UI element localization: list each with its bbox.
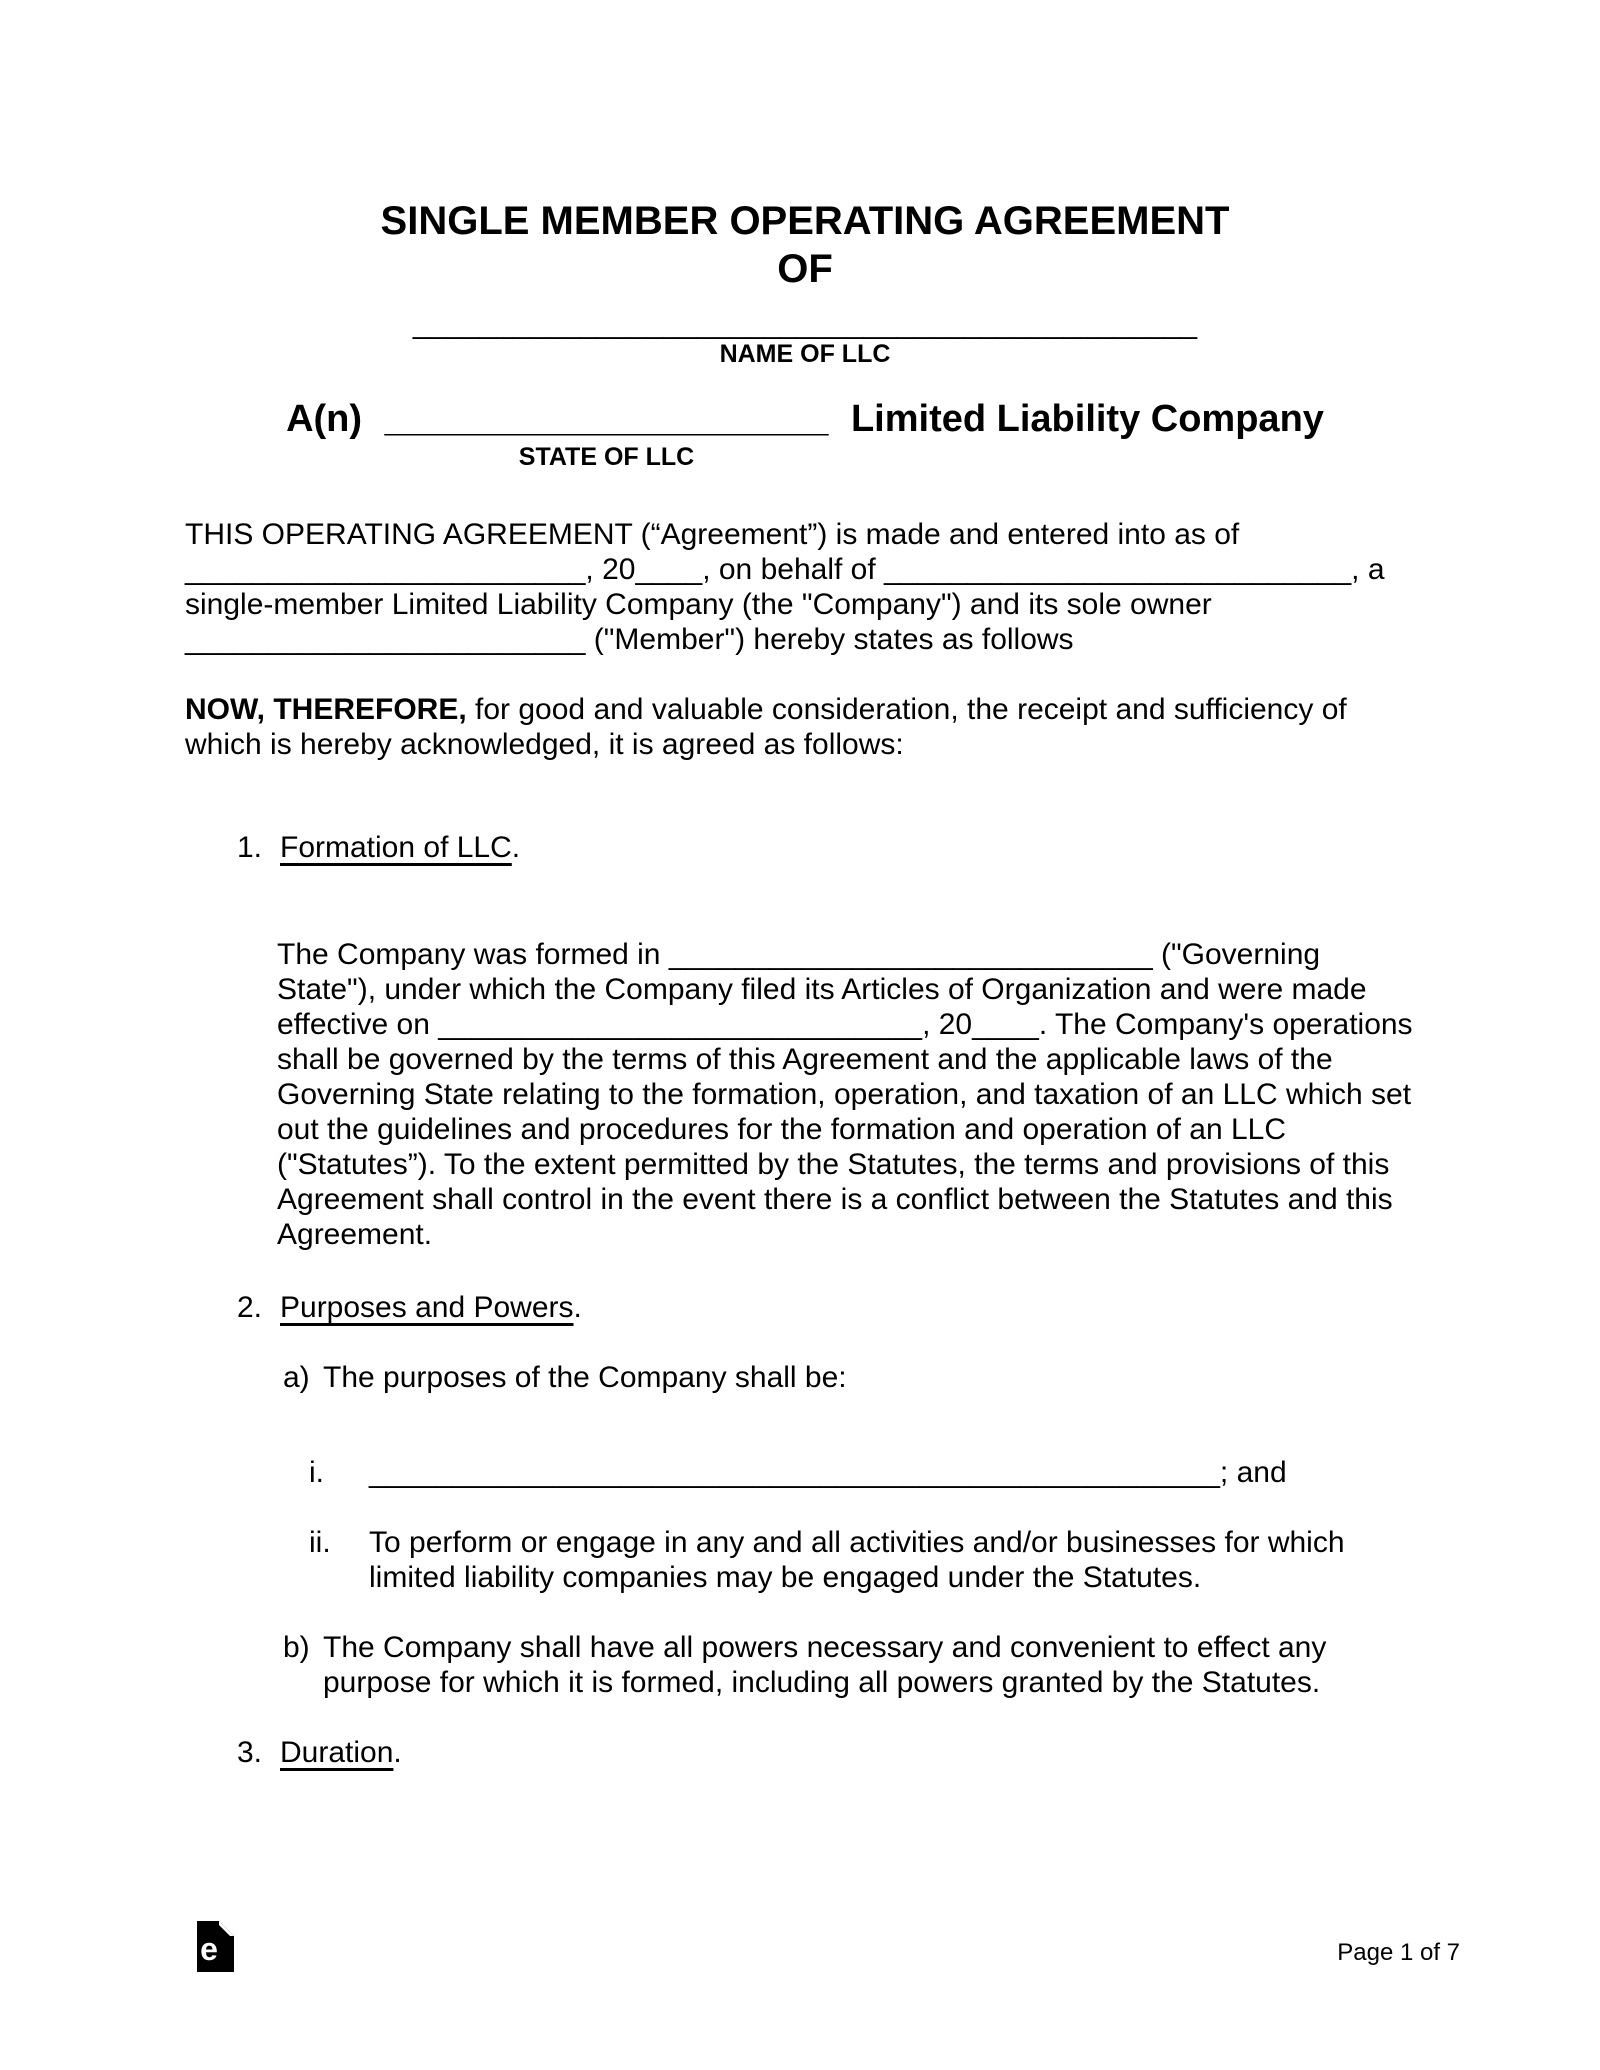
item-i-marker: i. — [309, 1456, 324, 1489]
now-therefore-bold: NOW, THEREFORE, — [185, 693, 467, 726]
section-1-number: 1. — [237, 831, 263, 864]
logo-letter: e — [200, 1931, 218, 1967]
title-line-1: SINGLE MEMBER OPERATING AGREEMENT — [380, 199, 1230, 243]
section-2-heading-text: Purposes and Powers. — [280, 1291, 582, 1324]
section-1-body: The Company was formed in _____________________________ ("Governing State"), under which the Company filed its Articles of Organization and were made effective on _____________________________, 20____. The Company's operations shall be governed by the terms of this Agreement and the applicable laws of the Governing State relating to the formation, operation, and taxation of an LLC which set out the guidelines and procedures for the formation and operation of an LLC ("Statutes”). To the extent permitted by the Statutes, the terms and provisions of this Agreement shall control in the event there is a conflict between the Statutes and this Agreement. — [277, 938, 1413, 1251]
now-therefore-rest: for good and valuable consideration, the receipt and sufficiency of which is hereby acknowledged, it is agreed as follows: — [185, 693, 1347, 761]
item-a-text: The purposes of the Company shall be: — [323, 1361, 847, 1394]
llc-name-caption: NAME OF LLC — [719, 340, 891, 368]
section-1-heading — [237, 830, 1425, 865]
section-2-item-ii — [309, 1525, 1425, 1595]
intro-paragraph: THIS OPERATING AGREEMENT (“Agreement”) is made and entered into as of ________________________, 20____, on behalf of ____________________________, a single-member Limited Liability Company (the "Company") and its sole owner ________________________ ("Member") hereby states as follows — [185, 518, 1385, 656]
llc-name-blank-line: _______________________________________________ — [412, 307, 1198, 340]
state-blank-wrap — [384, 396, 829, 471]
section-1-heading-text: Formation of LLC. — [280, 831, 521, 864]
item-i-text: ___________________________________________________; and — [369, 1456, 1287, 1489]
eforms-document-logo — [197, 1921, 234, 1972]
section-3-number: 3. — [237, 1736, 263, 1769]
item-a-marker: a) — [283, 1361, 310, 1394]
item-ii-marker: ii. — [309, 1526, 331, 1559]
page-content — [185, 197, 1425, 1770]
now-therefore-paragraph — [185, 692, 1425, 762]
state-blank-line: _____________________ — [384, 398, 829, 440]
section-3-heading-text: Duration. — [280, 1736, 402, 1769]
subtitle-line — [185, 396, 1425, 471]
subtitle-prefix: A(n) — [286, 398, 363, 440]
section-2-item-b — [283, 1630, 1425, 1700]
section-2-number: 2. — [237, 1291, 263, 1324]
section-2-item-i — [309, 1455, 1425, 1490]
title-line-2: OF — [777, 247, 833, 291]
subtitle-suffix: Limited Liability Company — [850, 398, 1324, 440]
item-b-text: The Company shall have all powers necessary and convenient to effect any purpose for which it is formed, including all powers granted by the Statutes. — [323, 1631, 1327, 1699]
document-fold-icon — [197, 1921, 234, 1972]
section-2-heading — [237, 1290, 1425, 1325]
page-number: Page 1 of 7 — [1337, 1939, 1460, 1966]
state-caption: STATE OF LLC — [518, 443, 695, 471]
section-2-item-a — [283, 1360, 1425, 1395]
item-ii-text: To perform or engage in any and all activities and/or businesses for which limited liability companies may be engaged under the Statutes. — [369, 1526, 1345, 1594]
section-3-heading — [237, 1735, 1425, 1770]
item-b-marker: b) — [283, 1631, 310, 1664]
document-title — [185, 197, 1425, 293]
